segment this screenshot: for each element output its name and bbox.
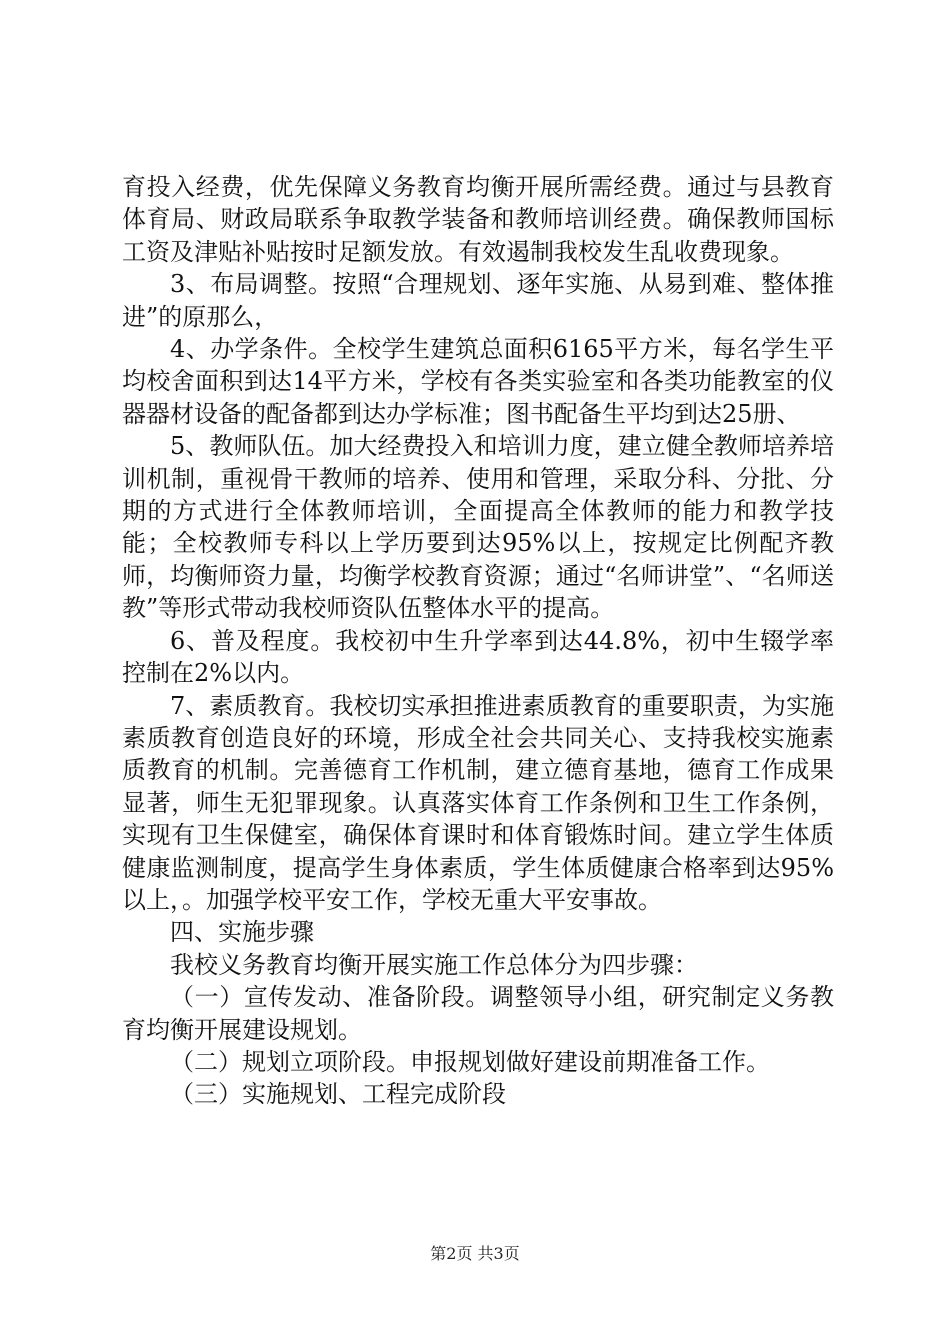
page-footer: 第2页 共3页 (430, 1244, 520, 1263)
paragraph-step-three: （三）实施规划、工程完成阶段 (170, 1080, 506, 1109)
section-heading-steps: 四、实施步骤 (170, 918, 314, 947)
paragraph-steps-intro: 我校义务教育均衡开展实施工作总体分为四步骤： (170, 950, 698, 979)
paragraph-step-one: （一）宣传发动、准备阶段。调整领导小组，研究制定义务教育均衡开展建设规划。 (122, 983, 834, 1044)
paragraph-quality-education: 7、素质教育。我校切实承担推进素质教育的重要职责，为实施素质教育创造良好的环境，形成全社会共同关心、支持我校实施素质教育的机制。完善德育工作机制，建立德育基地，德育工作成果显著，师生无犯罪现象。认真落实体育工作条例和卫生工作条例，实现有卫生保健室，确保体育课时和体育锻炼时间。建立学生体质健康监测制度，提高学生身体素质，学生体质健康合格率到达95%以上，。加强学校平安工作，学校无重大平安事故。 (122, 691, 834, 914)
paragraph-step-two: （二）规划立项阶段。申报规划做好建设前期准备工作。 (170, 1047, 770, 1076)
document-body (122, 171, 834, 1111)
paragraph-continuation: 育投入经费，优先保障义务教育均衡开展所需经费。通过与县教育体育局、财政局联系争取教学装备和教师培训经费。确保教师国标工资及津贴补贴按时足额发放。有效遏制我校发生乱收费现象。 (122, 173, 834, 266)
paragraph-teacher-team: 5、教师队伍。加大经费投入和培训力度，建立健全教师培养培训机制，重视骨干教师的培养、使用和管理，采取分科、分批、分期的方式进行全体教师培训，全面提高全体教师的能力和教学技能；全校教师专科以上学历要到达95%以上，按规定比例配齐教师，均衡师资力量，均衡学校教育资源；通过“名师讲堂”、“名师送教”等形式带动我校师资队伍整体水平的提高。 (122, 432, 834, 623)
paragraph-school-conditions: 4、办学条件。全校学生建筑总面积6165平方米，每名学生平均校舍面积到达14平方米，学校有各类实验室和各类功能教室的仪器器材设备的配备都到达办学标准；图书配备生平均到达25册、 (122, 335, 834, 428)
paragraph-layout-adjustment: 3、布局调整。按照“合理规划、逐年实施、从易到难、整体推进”的原那么， (122, 270, 834, 331)
paragraph-enrollment: 6、普及程度。我校初中生升学率到达44.8%，初中生辍学率控制在2%以内。 (122, 626, 834, 688)
